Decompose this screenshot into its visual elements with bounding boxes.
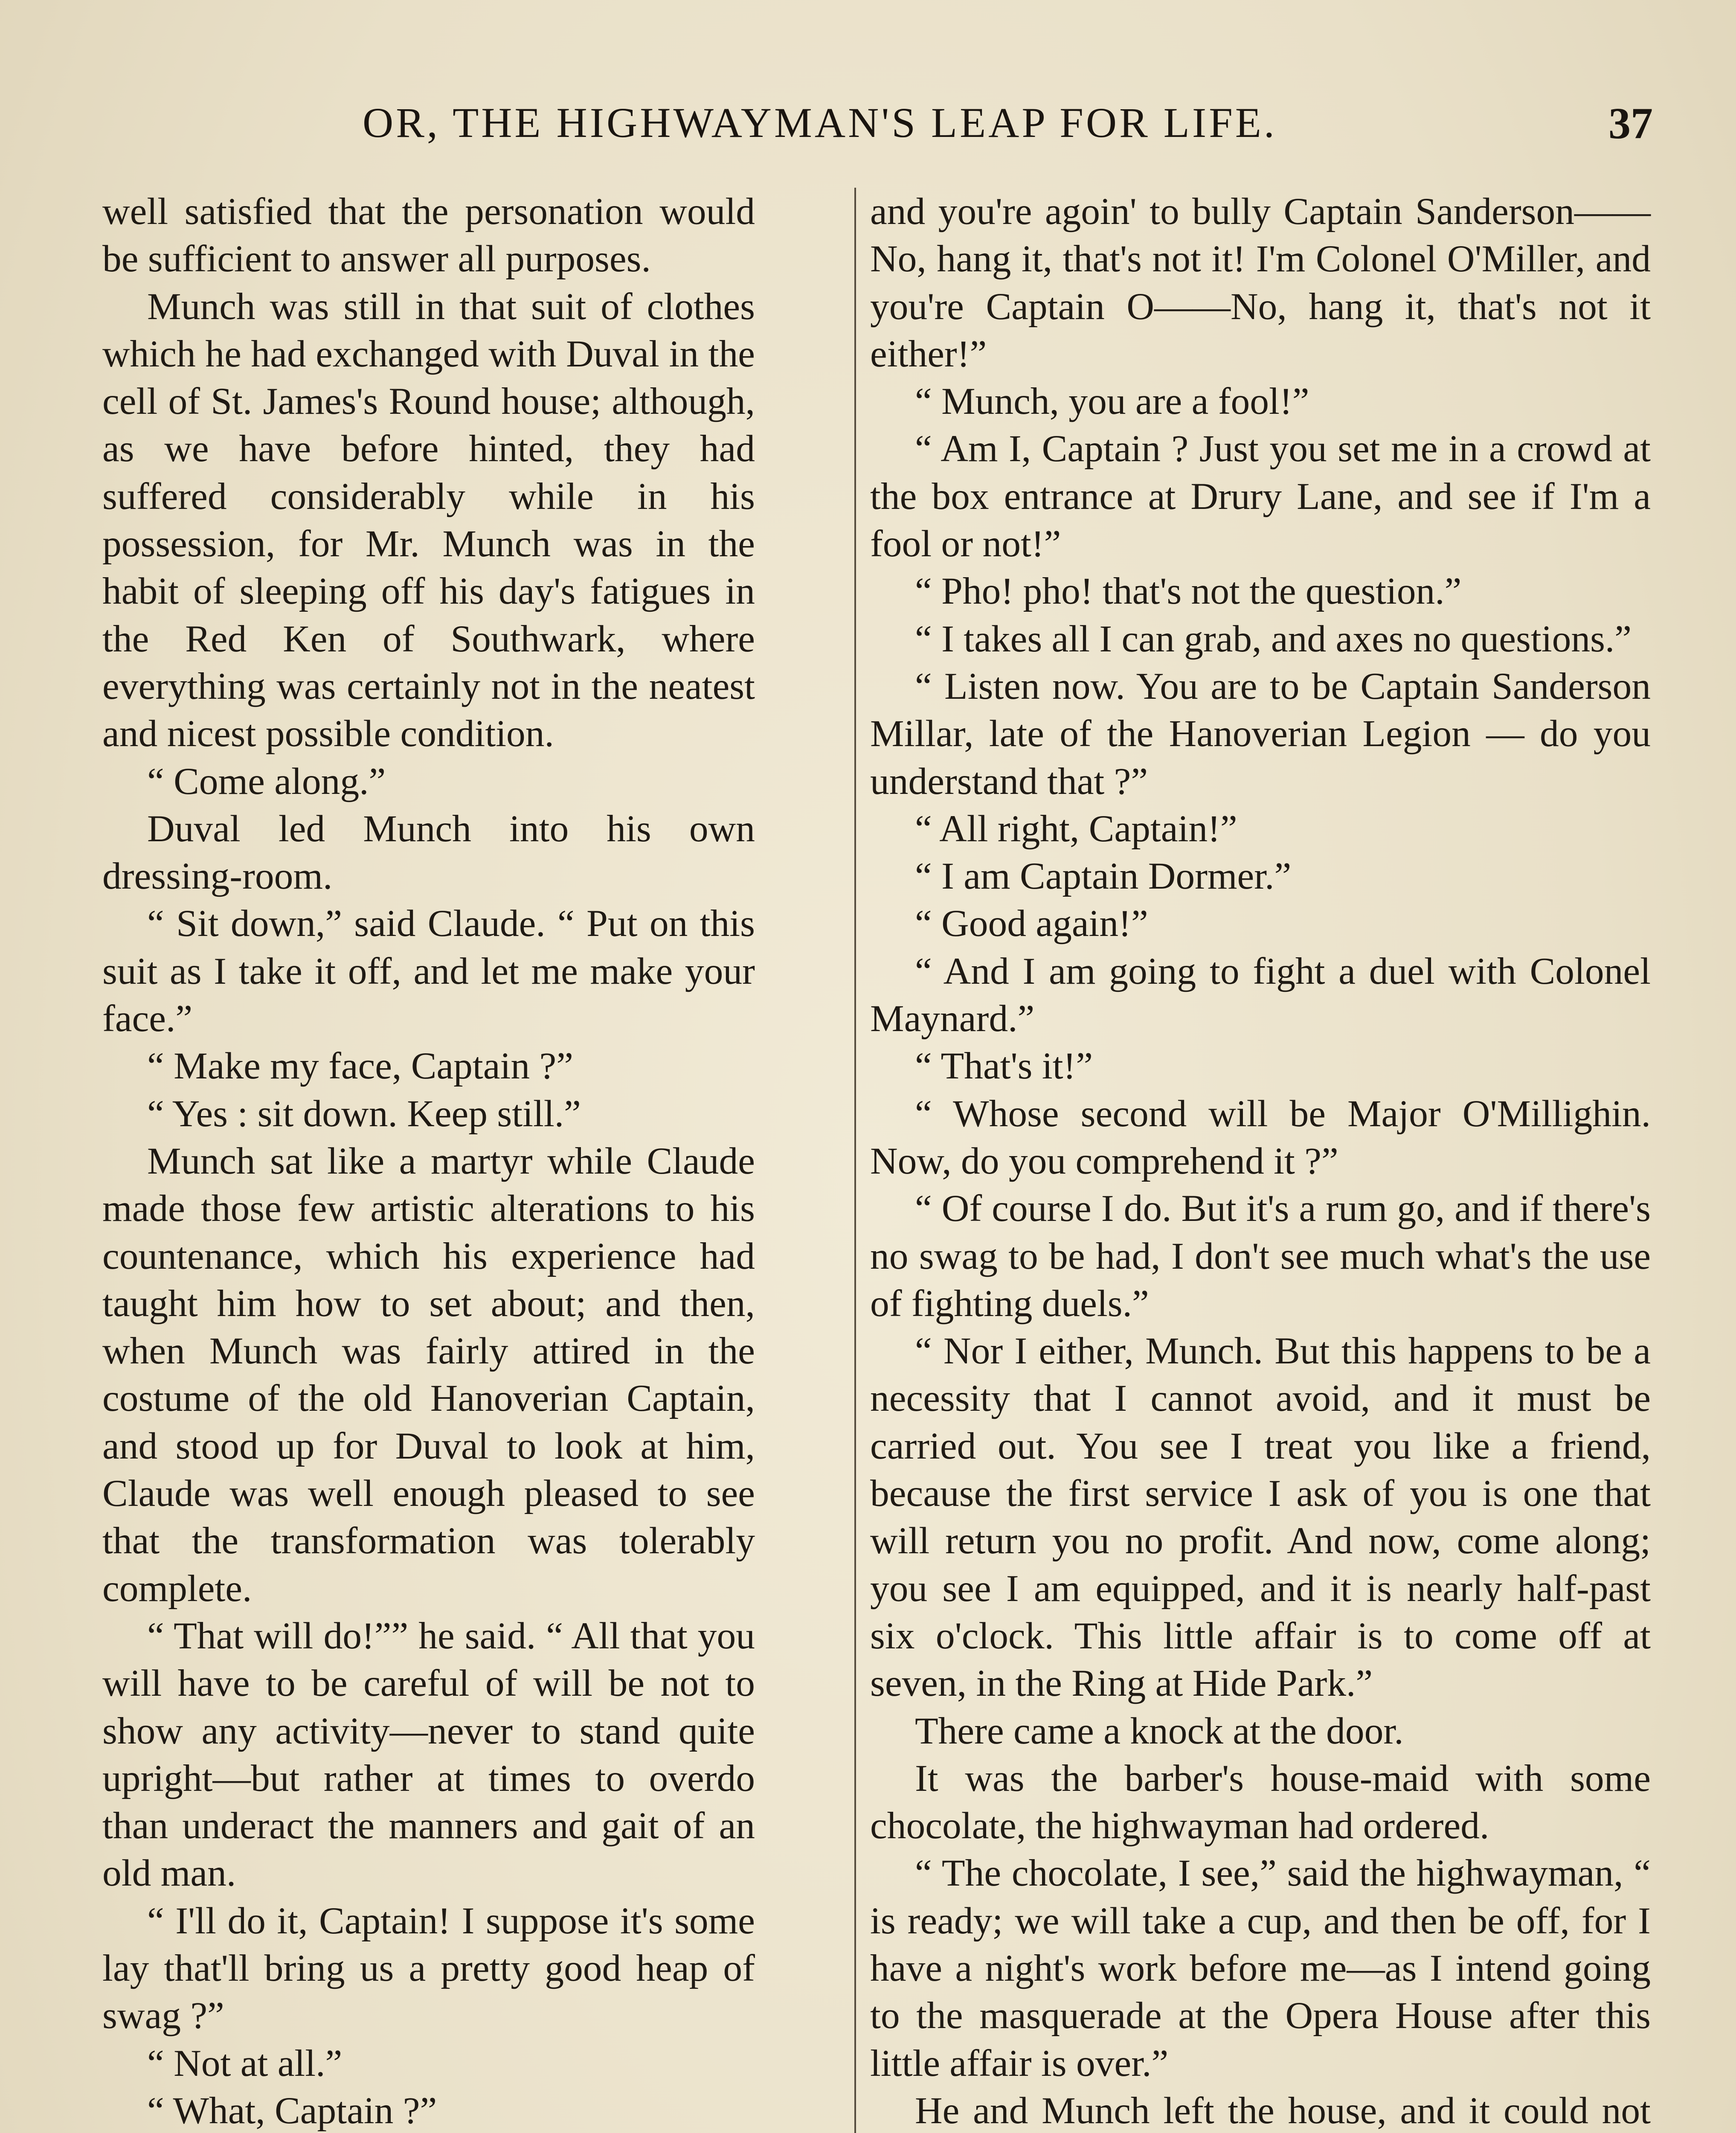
paragraph: “ Yes : sit down. Keep still.” bbox=[147, 1092, 581, 1135]
paragraph: There came a knock at the door. bbox=[915, 1709, 1404, 1752]
paragraph: well satisfied that the personation would be sufficient to answer all purposes. bbox=[102, 190, 755, 280]
paragraph: Munch was still in that suit of clothes which he had exchanged with Duval in the cell of St. James's Round house; although, as we have before hinted, they had suffered considerably while in his possession, for Mr. Munch was in the habit of sleeping off his day's fatigues in the Red Ken of Southwark, where everything was certainly not in the neatest and nicest possible condition. bbox=[102, 285, 755, 755]
paragraph: “ Come along.” bbox=[147, 760, 386, 802]
paragraph: “ That's it!” bbox=[915, 1045, 1093, 1087]
running-title: OR, THE HIGHWAYMAN'S LEAP FOR LIFE. bbox=[363, 99, 1277, 146]
paragraph: He and Munch left the house, and it could not bbox=[915, 2089, 1651, 2132]
paragraph: “ The chocolate, I see,” said the highwayman, “ is ready; we will take a cup, and then be off, for I have a night's work before me—as I intend going to the masquerade at the Opera House after this little affair is over.” bbox=[870, 1852, 1651, 2084]
paragraph: and you're agoin' to bully Captain Sanderson——No, hang it, that's not it! I'm Colonel O'Miller, and you're Captain O——No, hang it, that's not it either!” bbox=[870, 190, 1651, 375]
paragraph: “ Listen now. You are to be Captain Sanderson Millar, late of the Hanoverian Legion — do you understand that ?” bbox=[870, 665, 1651, 802]
running-header bbox=[0, 98, 1736, 154]
paragraph: “ I takes all I can grab, and axes no questions.” bbox=[915, 617, 1632, 660]
paragraph: “ Nor I either, Munch. But this happens to be a necessity that I cannot avoid, and it must be carried out. You see I treat you like a friend, because the first service I ask of you is one that will return you no profit. And now, come along; you see I am equipped, and it is nearly half-past six o'clock. This little affair is to come off at seven, in the Ring at Hide Park.” bbox=[870, 1330, 1651, 1705]
paragraph: “ I'll do it, Captain! I suppose it's some lay that'll bring us a pretty good heap of swag ?” bbox=[102, 1899, 755, 2037]
paragraph: “ What, Captain ?” bbox=[147, 2089, 437, 2132]
paragraph: It was the barber's house-maid with some chocolate, the highwayman had ordered. bbox=[870, 1757, 1651, 1847]
paragraph: “ Of course I do. But it's a rum go, and if there's no swag to be had, I don't see much what's the use of fighting duels.” bbox=[870, 1187, 1651, 1325]
paragraph: “ Good again!” bbox=[915, 902, 1148, 945]
paragraph: “ Whose second will be Major O'Millighin. Now, do you comprehend it ?” bbox=[870, 1092, 1651, 1182]
paragraph: “ Make my face, Captain ?” bbox=[147, 1045, 573, 1087]
paragraph: “ Am I, Captain ? Just you set me in a crowd at the box entrance at Drury Lane, and see if I'm a fool or not!” bbox=[870, 427, 1651, 565]
paragraph: “ That will do!”” he said. “ All that you will have to be careful of will be not to show any activity—never to stand quite upright—but rather at times to overdo than underact the manners and gait of an old man. bbox=[102, 1614, 755, 1895]
column-divider bbox=[854, 188, 856, 2133]
page-number: 37 bbox=[1608, 99, 1653, 148]
paragraph: “ Not at all.” bbox=[147, 2042, 343, 2084]
paragraph: “ All right, Captain!” bbox=[915, 807, 1237, 850]
paragraph: “ I am Captain Dormer.” bbox=[915, 855, 1292, 898]
paragraph: “ Munch, you are a fool!” bbox=[915, 380, 1309, 423]
right-column bbox=[870, 188, 1651, 2133]
left-column bbox=[102, 188, 755, 2133]
paragraph: Munch sat like a martyr while Claude made those few artistic alterations to his countenance, which his experience had taught him how to set about; and then, when Munch was fairly attired in the costume of the old Hanoverian Captain, and stood up for Duval to look at him, Claude was well enough pleased to see that the transformation was tolerably complete. bbox=[102, 1139, 755, 1610]
paragraph: “ Pho! pho! that's not the question.” bbox=[915, 570, 1462, 613]
paragraph: “ And I am going to fight a duel with Colonel Maynard.” bbox=[870, 950, 1651, 1040]
paragraph: “ Sit down,” said Claude. “ Put on this suit as I take it off, and let me make your face.” bbox=[102, 902, 755, 1040]
paragraph: Duval led Munch into his own dressing-room. bbox=[102, 807, 755, 898]
